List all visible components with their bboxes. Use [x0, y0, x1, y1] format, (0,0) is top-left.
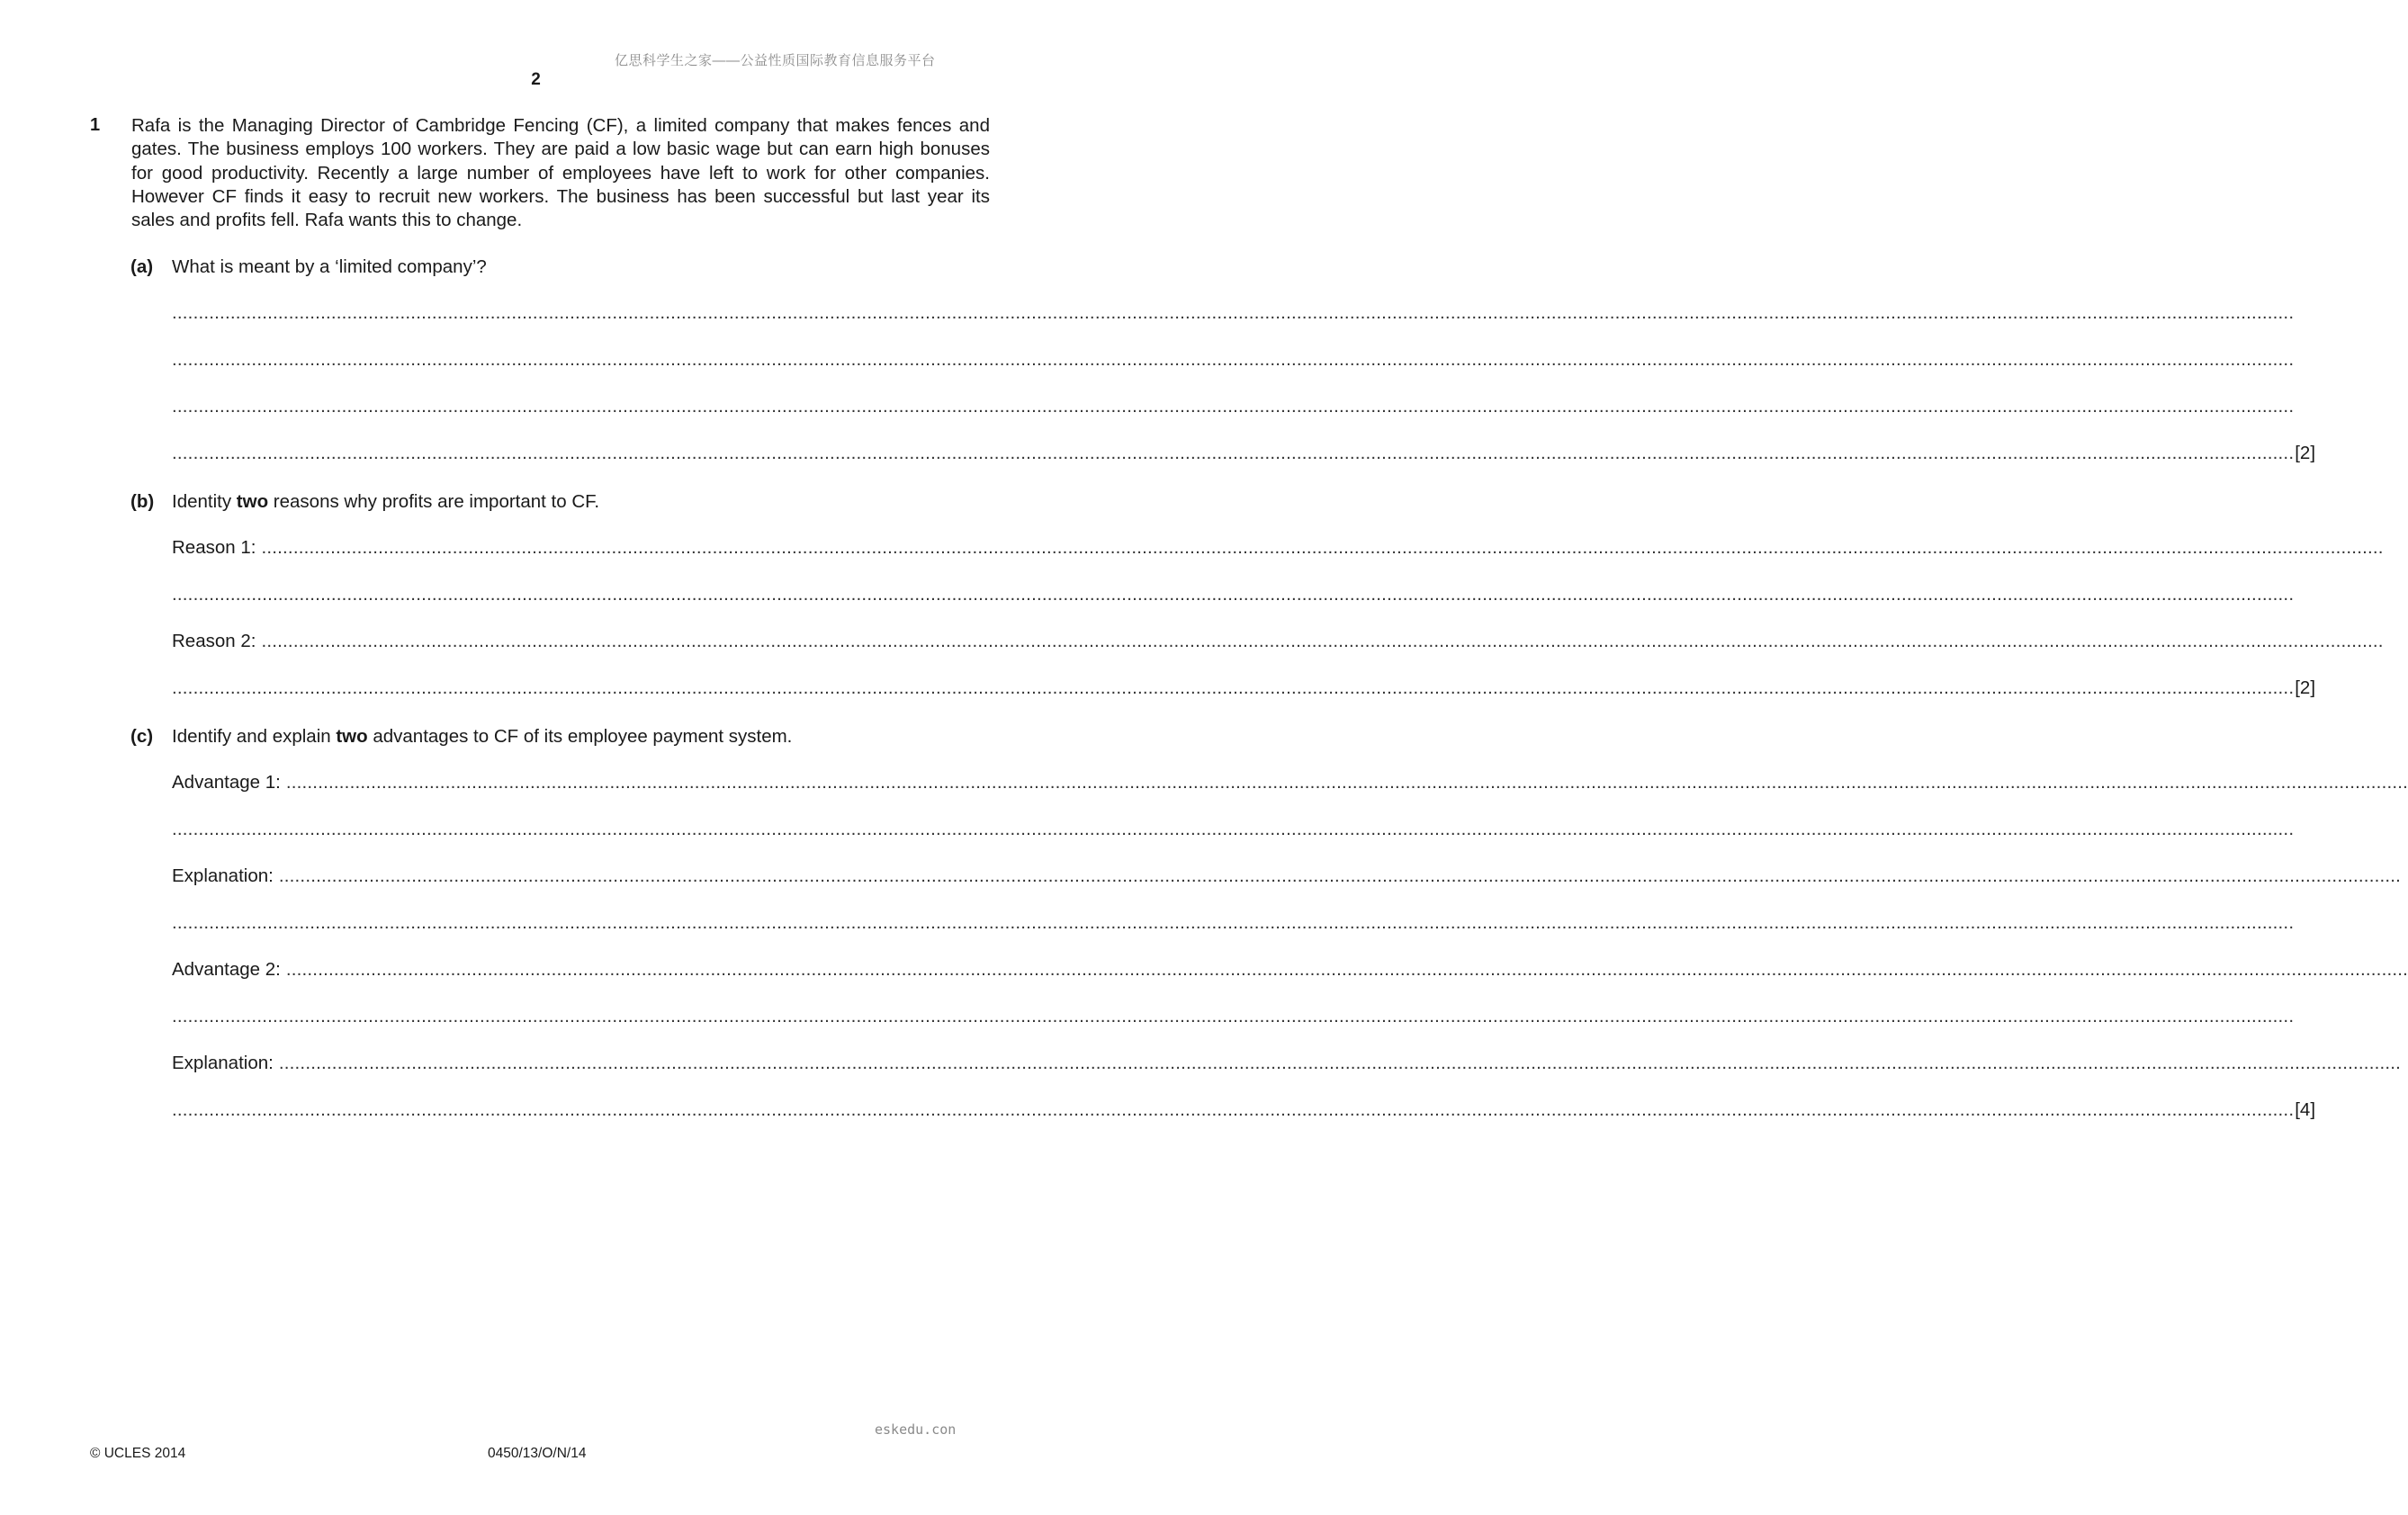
copyright: © UCLES 2014 [90, 1446, 186, 1461]
part-a-label: (a) [130, 256, 154, 277]
page-number: 2 [531, 70, 541, 89]
answer-line[interactable]: ................................................................................................................................................................................................................................................................................................................................................................................................................ [172, 1006, 2295, 1026]
reason-2-line[interactable]: Reason 2: ................................................................................................................................................................................................................................................................................................................................................................................................................ [172, 631, 2384, 651]
answer-line[interactable]: ................................................................................................................................................................................................................................................................................................................................................................................................................ [2] [172, 677, 2316, 698]
explanation-1-label: Explanation: [172, 865, 274, 886]
answer-line[interactable]: ................................................................................................................................................................................................................................................................................................................................................................................................................ [2] [172, 443, 2316, 463]
answer-line[interactable]: ................................................................................................................................................................................................................................................................................................................................................................................................................ [4] [172, 1099, 2316, 1120]
question-intro: Rafa is the Managing Director of Cambridge Fencing (CF), a limited company that makes fences and gates. The business employs 100 workers. They are paid a low basic wage but can earn high bonuses for good productivity. Recently a large number of employees have left to work for other companies. However CF finds it easy to recruit new workers. The business has been successful but last year its sales and profits fell. Rafa wants this to change. [131, 115, 990, 231]
part-c-label: (c) [130, 726, 154, 747]
advantage-2-line[interactable]: Advantage 2: ................................................................................................................................................................................................................................................................................................................................................................................................................ [172, 959, 2408, 980]
mark-allocation: [2] [2295, 677, 2316, 698]
advantage-1-label: Advantage 1: [172, 772, 281, 793]
answer-line[interactable]: ................................................................................................................................................................................................................................................................................................................................................................................................................ [172, 584, 2295, 605]
part-b-label: (b) [130, 491, 155, 512]
reason-1-label: Reason 1: [172, 537, 256, 558]
reason-2-label: Reason 2: [172, 631, 256, 651]
answer-line[interactable]: ................................................................................................................................................................................................................................................................................................................................................................................................................ [172, 302, 2295, 323]
answer-line[interactable]: ................................................................................................................................................................................................................................................................................................................................................................................................................ [172, 349, 2295, 370]
explanation-1-line[interactable]: Explanation: ................................................................................................................................................................................................................................................................................................................................................................................................................ [172, 865, 2402, 886]
footer-watermark: eskedu.con [875, 1421, 957, 1438]
reason-1-line[interactable]: Reason 1: ................................................................................................................................................................................................................................................................................................................................................................................................................ [172, 537, 2384, 558]
answer-line[interactable]: ................................................................................................................................................................................................................................................................................................................................................................................................................ [172, 819, 2295, 839]
part-b-question: Identity two reasons why profits are important to CF. [172, 491, 600, 512]
part-c-question: Identify and explain two advantages to CF of its employee payment system. [172, 726, 793, 747]
part-a-question: What is meant by a ‘limited company’? [172, 256, 487, 277]
paper-code: 0450/13/O/N/14 [488, 1446, 587, 1461]
explanation-2-label: Explanation: [172, 1053, 274, 1073]
mark-allocation: [4] [2295, 1099, 2316, 1120]
advantage-2-label: Advantage 2: [172, 959, 281, 980]
answer-line[interactable]: ................................................................................................................................................................................................................................................................................................................................................................................................................ [172, 912, 2295, 933]
mark-allocation: [2] [2295, 443, 2316, 463]
question-number: 1 [90, 115, 101, 135]
answer-line[interactable]: ................................................................................................................................................................................................................................................................................................................................................................................................................ [172, 396, 2295, 417]
advantage-1-line[interactable]: Advantage 1: ................................................................................................................................................................................................................................................................................................................................................................................................................ [172, 772, 2408, 793]
header-watermark: 亿思科学生之家——公益性质国际教育信息服务平台 [615, 53, 936, 68]
explanation-2-line[interactable]: Explanation: ................................................................................................................................................................................................................................................................................................................................................................................................................ [172, 1053, 2402, 1073]
